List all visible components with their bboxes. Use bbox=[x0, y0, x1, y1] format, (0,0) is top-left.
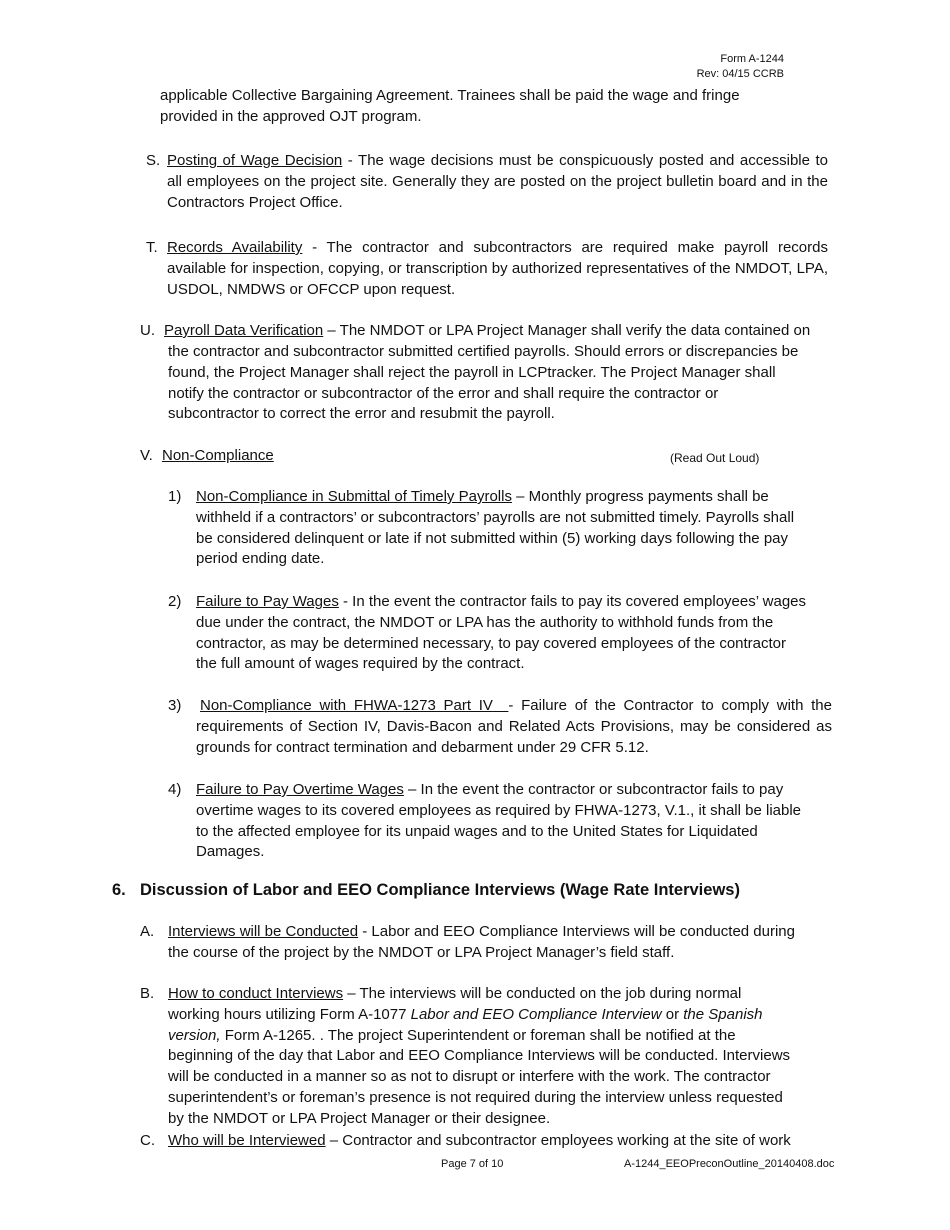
item-1-title: Non-Compliance in Submittal of Timely Payrolls bbox=[196, 488, 512, 505]
section-6b-text-4: beginning of the day that Labor and EEO Compliance Interviews will be conducted. Interviews bbox=[168, 1047, 791, 1065]
section-6b-text-6: superintendent’s or foreman’s presence is not required during the interview unless requested bbox=[168, 1088, 783, 1106]
continuation-paragraph bbox=[160, 86, 840, 128]
item-2-paragraph bbox=[196, 592, 846, 675]
section-6a-line-1 bbox=[168, 922, 838, 943]
section-6b-spanish: the Spanish bbox=[683, 1005, 763, 1023]
section-6b-line-3 bbox=[168, 1026, 838, 1047]
item-2-text-2: due under the contract, the NMDOT or LPA has the authority to withhold funds from the bbox=[196, 613, 774, 631]
item-3-body: - Failure of the Contractor to comply with the requirements of Section IV, Davis-Bacon and Related Acts Provisions, may be considered as grounds for contract termination and debarment under 29 CFR 5.12. bbox=[196, 697, 832, 756]
item-2-title: Failure to Pay Wages bbox=[196, 593, 339, 610]
item-3-paragraph bbox=[196, 696, 832, 758]
item-1-line-1 bbox=[196, 487, 846, 508]
section-6b-version: version, bbox=[168, 1026, 221, 1044]
section-v-title: Non-Compliance bbox=[162, 447, 274, 464]
section-u-text-2: the contractor and subcontractor submitted certified payrolls. Should errors or discrepancies be bbox=[168, 343, 799, 360]
item-4-text-4: Damages. bbox=[196, 843, 265, 861]
section-6b-form-title: Labor and EEO Compliance Interview bbox=[410, 1005, 662, 1023]
section-6c-text-1: – Contractor and subcontractor employees working at the site of work bbox=[325, 1132, 791, 1149]
form-number: Form A-1244 bbox=[720, 53, 784, 65]
section-s-label: S. bbox=[146, 152, 161, 169]
item-1-number: 1) bbox=[168, 488, 182, 505]
section-6a-text-1: - Labor and EEO Compliance Interviews will be conducted during bbox=[358, 923, 795, 940]
section-u-text-3: found, the Project Manager shall reject the payroll in LCPtracker. The Project Manager shall bbox=[168, 363, 776, 381]
item-2-text-3: contractor, as may be determined necessary, to pay covered employees of the contractor bbox=[196, 634, 787, 652]
section-6b-paragraph bbox=[168, 984, 838, 1130]
section-s-body: - The wage decisions must be conspicuously posted and accessible to all employees on the project site. Generally they are posted on the project bulletin board and in the Contractors Project Office. bbox=[167, 152, 828, 211]
section-u-body bbox=[168, 342, 848, 425]
continuation-line-2: provided in the approved OJT program. bbox=[160, 107, 422, 125]
section-6a-label: A. bbox=[140, 923, 155, 940]
section-s-paragraph bbox=[167, 151, 828, 213]
item-3-title: Non-Compliance with FHWA-1273 Part IV bbox=[200, 697, 493, 714]
item-3-number: 3) bbox=[168, 697, 182, 714]
item-4-number: 4) bbox=[168, 781, 182, 798]
section-6b-text-7: by the NMDOT or LPA Project Manager or their designee. bbox=[168, 1109, 551, 1127]
section-6a-text-2: the course of the project by the NMDOT or LPA Project Manager’s field staff. bbox=[168, 943, 675, 961]
section-6a-title: Interviews will be Conducted bbox=[168, 923, 359, 940]
section-6b-title: How to conduct Interviews bbox=[168, 985, 344, 1002]
section-u-text-5: subcontractor to correct the error and resubmit the payroll. bbox=[168, 405, 555, 423]
section-6b-label: B. bbox=[140, 985, 155, 1002]
item-4-text-3: to the affected employee for its unpaid wages and to the United States for Liquidated bbox=[196, 822, 758, 840]
item-4-text-2: overtime wages to its covered employees as required by FHWA-1273, V.1., it shall be liable bbox=[196, 801, 802, 819]
section-6b-text-1: – The interviews will be conducted on the job during normal bbox=[343, 985, 742, 1002]
item-4-title: Failure to Pay Overtime Wages bbox=[196, 781, 404, 798]
item-2-text-4: the full amount of wages required by the contract. bbox=[196, 655, 525, 673]
section-6c-label: C. bbox=[140, 1132, 155, 1149]
section-u-text-1: – The NMDOT or LPA Project Manager shall verify the data contained on bbox=[323, 322, 811, 339]
section-6b-text-3: Form A-1265. . The project Superintendent or foreman shall be notified at the bbox=[220, 1026, 736, 1044]
section-6-heading: Discussion of Labor and EEO Compliance Interviews (Wage Rate Interviews) bbox=[140, 881, 740, 899]
item-1-text-2: withheld if a contractors’ or subcontractors’ payrolls are not submitted timely. Payrolls shall bbox=[196, 508, 795, 526]
section-u-label: U. bbox=[140, 322, 155, 339]
item-4-text-1: – In the event the contractor or subcontractor fails to pay bbox=[403, 781, 784, 798]
section-6b-text-5: will be conducted in a manner so as not to disrupt or interfere with the work. The contractor bbox=[168, 1068, 771, 1086]
section-6b-text-2b: or bbox=[661, 1005, 684, 1023]
section-6b-line-2 bbox=[168, 1005, 838, 1026]
item-4-line-1 bbox=[196, 780, 846, 801]
section-6-number: 6. bbox=[112, 881, 126, 899]
item-1-text-3: be considered delinquent or late if not submitted within (5) working days following the pay bbox=[196, 529, 789, 547]
section-s-title: Posting of Wage Decision bbox=[167, 152, 343, 169]
section-6b-line-1 bbox=[168, 984, 838, 1005]
item-1-text-1: – Monthly progress payments shall be bbox=[511, 488, 769, 505]
item-1-paragraph bbox=[196, 487, 846, 570]
section-u-line-1 bbox=[164, 321, 844, 342]
section-6c-line-1 bbox=[168, 1131, 838, 1152]
section-u-title: Payroll Data Verification bbox=[164, 322, 324, 339]
section-6b-text-2a: working hours utilizing Form A-1077 bbox=[168, 1005, 411, 1023]
section-v-label: V. bbox=[140, 447, 153, 464]
continuation-line-1: applicable Collective Bargaining Agreement. Trainees shall be paid the wage and fringe bbox=[160, 87, 740, 104]
item-2-line-1 bbox=[196, 592, 846, 613]
section-t-paragraph bbox=[167, 238, 828, 300]
item-4-paragraph bbox=[196, 780, 846, 863]
section-6c-title: Who will be Interviewed bbox=[168, 1132, 326, 1149]
section-u-text-4: notify the contractor or subcontractor of the error and shall require the contractor or bbox=[168, 384, 719, 402]
item-1-text-4: period ending date. bbox=[196, 550, 325, 568]
revision-date: Rev: 04/15 CCRB bbox=[696, 68, 784, 80]
document-filename: A-1244_EEOPreconOutline_20140408.doc bbox=[624, 1158, 835, 1170]
section-t-label: T. bbox=[146, 239, 158, 256]
item-2-text-1: - In the event the contractor fails to pay its covered employees’ wages bbox=[338, 593, 807, 610]
section-t-body: - The contractor and subcontractors are required make payroll records available for inspection, copying, or transcription by authorized representatives of the NMDOT, LPA, USDOL, NMDWS or OFCCP upon request. bbox=[167, 239, 828, 298]
read-out-loud-note: (Read Out Loud) bbox=[670, 451, 760, 465]
section-6a-paragraph bbox=[168, 922, 838, 964]
item-2-number: 2) bbox=[168, 593, 182, 610]
section-t-title: Records Availability bbox=[167, 239, 303, 256]
page-number: Page 7 of 10 bbox=[441, 1158, 504, 1170]
